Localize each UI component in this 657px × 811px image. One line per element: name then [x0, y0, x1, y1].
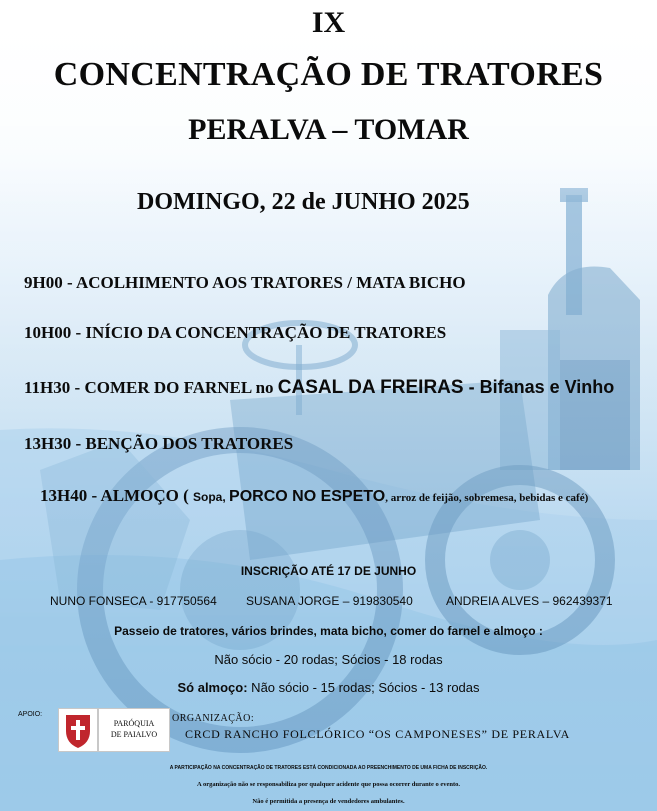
price-lunch-label: Só almoço:: [177, 680, 248, 695]
schedule-item: [24, 377, 614, 399]
schedule-item-main-dish: PORCO NO ESPETO: [229, 488, 386, 505]
parish-name-line1: PARÓQUIA: [113, 719, 155, 728]
schedule-item: 13H30 - BENÇÃO DOS TRATORES: [24, 434, 294, 453]
participation-note: A PARTICIPAÇÃO NA CONCENTRAÇÃO DE TRATORES ESTÁ CONDICIONADA AO PREENCHIMENTO DE UMA FICHA DE INSCRIÇÃO.: [169, 765, 488, 771]
organization-label: ORGANIZAÇÃO:: [172, 713, 255, 724]
price-full: Não sócio - 20 rodas; Sócios - 18 rodas: [214, 652, 443, 667]
event-location: PERALVA – TOMAR: [188, 113, 469, 146]
registration-includes: Passeio de tratores, vários brindes, mata bicho, comer do farnel e almoço :: [114, 624, 543, 638]
event-date: DOMINGO, 22 de JUNHO 2025: [137, 189, 470, 215]
contact-andreia: ANDREIA ALVES – 962439371: [446, 594, 613, 608]
schedule-item-time-text: 11H30 - COMER DO FARNEL: [24, 378, 256, 397]
parish-logo: [98, 708, 170, 752]
price-lunch-only: [0, 680, 657, 695]
parish-name-line2: DE PAIALVO: [110, 730, 158, 739]
parish-crest-icon: [58, 708, 98, 752]
vendors-note: Não é permitida a presença de vendedores ambulantes.: [252, 798, 405, 805]
schedule-item-connector: no: [255, 378, 278, 397]
contact-nuno: NUNO FONSECA - 917750564: [50, 594, 217, 608]
organization-name: CRCD RANCHO FOLCLÓRICO “OS CAMPONESES” DE PERALVA: [185, 727, 571, 741]
schedule-item-soup: Sopa,: [193, 490, 230, 504]
schedule-item: [40, 486, 588, 506]
schedule-item: 10H00 - INÍCIO DA CONCENTRAÇÃO DE TRATORES: [24, 323, 447, 342]
schedule-item-food: - Bifanas e Vinho: [463, 377, 615, 397]
schedule-item-menu: , arroz de feijão, sobremesa, bebidas e café): [385, 492, 589, 504]
schedule-item-time-text: 13H40 - ALMOÇO (: [40, 486, 193, 505]
edition-number: IX: [311, 6, 346, 39]
schedule-item: 9H00 - ACOLHIMENTO AOS TRATORES / MATA BICHO: [24, 273, 466, 292]
schedule-item-place: CASAL DA FREIRAS: [277, 377, 464, 398]
event-title: CONCENTRAÇÃO DE TRATORES: [53, 56, 604, 93]
registration-deadline: INSCRIÇÃO ATÉ 17 DE JUNHO: [240, 564, 417, 578]
support-label: APOIO:: [18, 711, 43, 718]
liability-note: A organização não se responsabiliza por qualquer acidente que possa ocorrer durante o evento.: [196, 781, 460, 788]
price-lunch-values: Não sócio - 15 rodas; Sócios - 13 rodas: [247, 680, 480, 695]
contact-susana: SUSANA JORGE – 919830540: [246, 594, 413, 608]
